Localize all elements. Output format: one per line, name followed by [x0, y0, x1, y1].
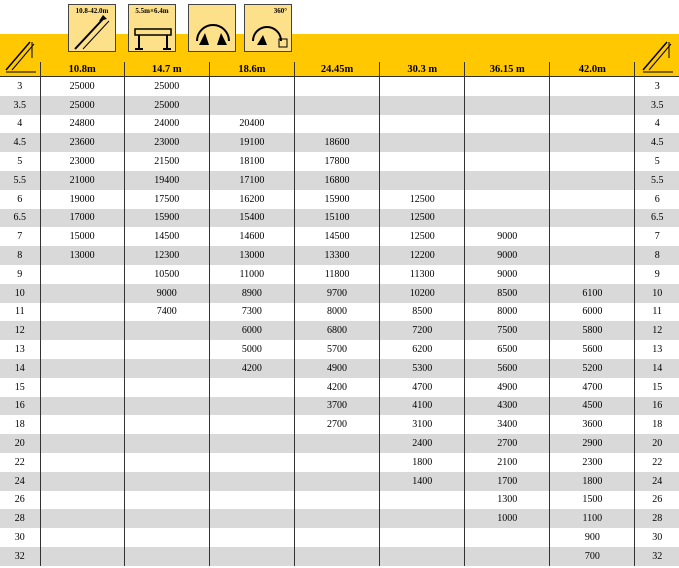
radius-cell-right: 9: [635, 265, 679, 284]
load-cell: 25000: [124, 96, 209, 115]
load-cell: [380, 133, 465, 152]
table-header-row: [0, 62, 679, 77]
load-cell: [40, 340, 124, 359]
load-cell: [40, 491, 124, 510]
load-cell: 13300: [294, 246, 379, 265]
load-cell: [465, 547, 550, 566]
radius-cell-right: 5.5: [635, 171, 679, 190]
full-rotation-icon: [244, 4, 292, 52]
radius-cell: 15: [14, 381, 25, 393]
load-cell: 9000: [465, 265, 550, 284]
load-cell: [465, 209, 550, 228]
load-cell: 10200: [380, 284, 465, 303]
load-cell: [40, 472, 124, 491]
load-cell: [465, 96, 550, 115]
load-cell: 21500: [124, 152, 209, 171]
load-cell: 9000: [465, 246, 550, 265]
load-cell: 4700: [380, 378, 465, 397]
radius-cell-right: 18: [635, 415, 679, 434]
load-cell: [465, 115, 550, 134]
table-row: [0, 509, 679, 528]
load-cell: 5200: [550, 359, 635, 378]
load-cell: [380, 77, 465, 96]
load-cell: 5300: [380, 359, 465, 378]
load-cell: 14500: [294, 227, 379, 246]
rotation-label: 360°: [273, 7, 287, 15]
load-cell: 1100: [550, 509, 635, 528]
load-cell: 17800: [294, 152, 379, 171]
col-header: 14.7 m: [124, 62, 209, 77]
load-cell: 17100: [209, 171, 294, 190]
load-cell: [294, 509, 379, 528]
load-cell: [124, 359, 209, 378]
table-row: [0, 547, 679, 566]
load-cell: 8500: [380, 303, 465, 322]
table-row: [0, 359, 679, 378]
outrigger-icon: [128, 4, 176, 52]
load-chart-body: [0, 62, 679, 566]
load-cell: [380, 528, 465, 547]
load-cell: [40, 509, 124, 528]
load-cell: 13000: [209, 246, 294, 265]
radius-cell: 13: [14, 344, 25, 356]
load-cell: 10500: [124, 265, 209, 284]
load-cell: 9000: [124, 284, 209, 303]
load-cell: 6000: [550, 303, 635, 322]
load-cell: 24000: [124, 115, 209, 134]
radius-cell-right: 10: [635, 284, 679, 303]
load-cell: 19000: [40, 190, 124, 209]
load-cell: 6100: [550, 284, 635, 303]
load-cell: 20400: [209, 115, 294, 134]
load-cell: [209, 491, 294, 510]
radius-cell-right: 6: [635, 190, 679, 209]
load-cell: 3400: [465, 415, 550, 434]
boom-range-label: 10.8-42.0m: [75, 7, 109, 15]
load-cell: 7500: [465, 321, 550, 340]
load-cell: 5700: [294, 340, 379, 359]
load-cell: 14600: [209, 227, 294, 246]
load-cell: 11000: [209, 265, 294, 284]
load-cell: 15900: [294, 190, 379, 209]
load-cell: [40, 359, 124, 378]
table-row: [0, 491, 679, 510]
load-cell: 4700: [550, 378, 635, 397]
load-cell: [550, 96, 635, 115]
radius-cell-right: 3.5: [635, 96, 679, 115]
load-cell: 1800: [550, 472, 635, 491]
table-row: [0, 340, 679, 359]
load-cell: 12200: [380, 246, 465, 265]
radius-cell: 4: [17, 118, 23, 130]
load-cell: [294, 528, 379, 547]
col-header: 30.3 m: [380, 62, 465, 77]
load-cell: [465, 528, 550, 547]
col-header: 24.45m: [294, 62, 379, 77]
radius-cell: 5.5: [0, 171, 40, 190]
load-cell: [209, 509, 294, 528]
table-row: [0, 303, 679, 322]
load-cell: [40, 397, 124, 416]
load-cell: [550, 115, 635, 134]
table-row: [0, 397, 679, 416]
load-cell: 9000: [465, 227, 550, 246]
radius-cell: 3.5: [0, 96, 40, 115]
radius-cell-right: 8: [635, 246, 679, 265]
load-cell: [124, 378, 209, 397]
load-cell: [40, 547, 124, 566]
load-cell: 1800: [380, 453, 465, 472]
load-cell: 8500: [465, 284, 550, 303]
table-row: [0, 77, 679, 96]
load-cell: [40, 453, 124, 472]
load-cell: [124, 472, 209, 491]
load-cell: [209, 472, 294, 491]
load-cell: [380, 115, 465, 134]
load-cell: 23000: [124, 133, 209, 152]
load-cell: [209, 415, 294, 434]
radius-cell-right: 12: [635, 321, 679, 340]
load-cell: [550, 77, 635, 96]
left-radius-icon: [2, 36, 40, 74]
load-cell: 5800: [550, 321, 635, 340]
load-cell: [40, 284, 124, 303]
load-cell: 25000: [40, 77, 124, 96]
table-row: [0, 227, 679, 246]
table-row: [0, 96, 679, 115]
load-cell: 15400: [209, 209, 294, 228]
load-cell: 1300: [465, 491, 550, 510]
load-cell: [550, 265, 635, 284]
load-cell: 900: [550, 528, 635, 547]
radius-cell-right: 4.5: [635, 133, 679, 152]
radius-cell-right: 24: [635, 472, 679, 491]
load-cell: [40, 321, 124, 340]
col-header: 36.15 m: [465, 62, 550, 77]
load-cell: 3600: [550, 415, 635, 434]
radius-cell: 3: [17, 80, 23, 92]
load-cell: 12500: [380, 190, 465, 209]
load-cell: 3100: [380, 415, 465, 434]
radius-cell-right: 6.5: [635, 209, 679, 228]
table-row: [0, 321, 679, 340]
table-row: [0, 265, 679, 284]
table-row: [0, 453, 679, 472]
boom-length-icon: [68, 4, 116, 52]
load-cell: 2300: [550, 453, 635, 472]
load-cell: [380, 152, 465, 171]
load-cell: 4200: [294, 378, 379, 397]
right-radius-icon: [639, 36, 677, 74]
load-cell: 13000: [40, 246, 124, 265]
load-cell: 5600: [550, 340, 635, 359]
load-cell: [465, 133, 550, 152]
table-row: [0, 472, 679, 491]
load-cell: 17000: [40, 209, 124, 228]
load-cell: 6200: [380, 340, 465, 359]
table-row: [0, 209, 679, 228]
load-cell: [294, 547, 379, 566]
radius-cell: 5: [17, 156, 23, 168]
load-cell: 4300: [465, 397, 550, 416]
load-cell: 2700: [294, 415, 379, 434]
load-cell: [380, 509, 465, 528]
load-cell: 6500: [465, 340, 550, 359]
load-cell: 16800: [294, 171, 379, 190]
radius-cell-right: 16: [635, 397, 679, 416]
load-cell: 1500: [550, 491, 635, 510]
load-cell: [294, 491, 379, 510]
load-cell: 4500: [550, 397, 635, 416]
load-cell: [124, 415, 209, 434]
load-cell: 700: [550, 547, 635, 566]
table-row: [0, 415, 679, 434]
load-cell: [294, 77, 379, 96]
load-cell: 12300: [124, 246, 209, 265]
radius-cell: 11: [14, 306, 25, 318]
radius-cell-right: 7: [635, 227, 679, 246]
load-cell: 18100: [209, 152, 294, 171]
table-row: [0, 152, 679, 171]
load-cell: 11800: [294, 265, 379, 284]
load-cell: [550, 152, 635, 171]
radius-cell: 20: [0, 434, 40, 453]
load-cell: [465, 152, 550, 171]
load-cell: 21000: [40, 171, 124, 190]
load-cell: [294, 453, 379, 472]
load-cell: [550, 227, 635, 246]
load-cell: [209, 434, 294, 453]
table-row: [0, 190, 679, 209]
load-cell: [124, 453, 209, 472]
load-cell: [209, 397, 294, 416]
load-cell: 15000: [40, 227, 124, 246]
radius-cell: 26: [14, 494, 25, 506]
radius-cell-right: 30: [635, 528, 679, 547]
load-cell: 15900: [124, 209, 209, 228]
load-cell: [124, 434, 209, 453]
radius-cell: 24: [0, 472, 40, 491]
load-cell: 15100: [294, 209, 379, 228]
load-cell: 7300: [209, 303, 294, 322]
load-cell: 25000: [40, 96, 124, 115]
load-cell: 19400: [124, 171, 209, 190]
load-cell: [209, 378, 294, 397]
load-cell: [209, 528, 294, 547]
radius-cell-right: 13: [635, 340, 679, 359]
load-cell: [124, 491, 209, 510]
load-chart-table: [0, 62, 679, 566]
load-cell: 4100: [380, 397, 465, 416]
load-cell: [550, 209, 635, 228]
load-cell: [550, 246, 635, 265]
load-cell: [40, 265, 124, 284]
load-cell: [40, 303, 124, 322]
load-cell: [294, 472, 379, 491]
load-cell: [124, 397, 209, 416]
load-cell: [209, 96, 294, 115]
load-cell: [124, 547, 209, 566]
load-cell: 18600: [294, 133, 379, 152]
table-row: [0, 434, 679, 453]
radius-cell-right: 20: [635, 434, 679, 453]
load-cell: [294, 96, 379, 115]
table-row: [0, 378, 679, 397]
radius-cell: 9: [17, 268, 23, 280]
load-cell: [550, 133, 635, 152]
load-cell: 1000: [465, 509, 550, 528]
load-cell: 16200: [209, 190, 294, 209]
radius-cell: 12: [0, 321, 40, 340]
table-row: [0, 171, 679, 190]
radius-cell-right: 14: [635, 359, 679, 378]
load-cell: [124, 528, 209, 547]
load-cell: 12500: [380, 227, 465, 246]
load-cell: 23600: [40, 133, 124, 152]
load-cell: [465, 190, 550, 209]
load-cell: [294, 115, 379, 134]
load-cell: [294, 434, 379, 453]
radius-cell: 6.5: [0, 209, 40, 228]
load-cell: 11300: [380, 265, 465, 284]
load-cell: 4900: [465, 378, 550, 397]
radius-cell: 32: [0, 547, 40, 566]
load-cell: [380, 171, 465, 190]
radius-cell: 22: [14, 456, 25, 468]
load-cell: 25000: [124, 77, 209, 96]
load-cell: [209, 547, 294, 566]
col-header: 10.8m: [40, 62, 124, 77]
radius-cell-right: 5: [635, 152, 679, 171]
load-cell: 2100: [465, 453, 550, 472]
load-cell: 6000: [209, 321, 294, 340]
load-cell: 1400: [380, 472, 465, 491]
load-cell: [380, 96, 465, 115]
rear-slewing-icon: [188, 4, 236, 52]
radius-cell-right: 22: [635, 453, 679, 472]
col-header: 18.6m: [209, 62, 294, 77]
table-row: [0, 115, 679, 134]
outrigger-span-label: 5.5m×6.4m: [135, 7, 169, 15]
radius-cell-right: 3: [635, 77, 679, 96]
table-row: [0, 133, 679, 152]
col-header: 42.0m: [550, 62, 635, 77]
load-cell: [209, 453, 294, 472]
load-cell: [209, 77, 294, 96]
load-cell: 2400: [380, 434, 465, 453]
radius-cell: 10: [0, 284, 40, 303]
load-cell: 5000: [209, 340, 294, 359]
radius-cell-right: 26: [635, 491, 679, 510]
load-cell: [124, 321, 209, 340]
load-cell: 4900: [294, 359, 379, 378]
load-cell: [40, 378, 124, 397]
load-cell: 1700: [465, 472, 550, 491]
load-cell: [124, 509, 209, 528]
load-cell: 17500: [124, 190, 209, 209]
load-cell: 5600: [465, 359, 550, 378]
load-cell: [40, 528, 124, 547]
load-cell: 23000: [40, 152, 124, 171]
load-cell: 8900: [209, 284, 294, 303]
load-cell: 14500: [124, 227, 209, 246]
load-cell: [380, 547, 465, 566]
load-cell: [465, 77, 550, 96]
load-cell: 7200: [380, 321, 465, 340]
radius-cell: 14: [0, 359, 40, 378]
radius-cell-right: 32: [635, 547, 679, 566]
load-cell: [380, 491, 465, 510]
radius-cell: 8: [0, 246, 40, 265]
load-cell: 12500: [380, 209, 465, 228]
load-cell: [124, 340, 209, 359]
radius-cell: 4.5: [0, 133, 40, 152]
radius-cell-right: 28: [635, 509, 679, 528]
radius-cell-right: 11: [635, 303, 679, 322]
load-cell: 19100: [209, 133, 294, 152]
load-cell: [40, 434, 124, 453]
radius-cell: 18: [14, 419, 25, 431]
load-cell: 8000: [294, 303, 379, 322]
load-cell: [550, 171, 635, 190]
load-cell: 8000: [465, 303, 550, 322]
load-cell: 24800: [40, 115, 124, 134]
load-cell: 2900: [550, 434, 635, 453]
radius-cell: 30: [14, 532, 25, 544]
load-cell: [465, 171, 550, 190]
radius-cell-right: 15: [635, 378, 679, 397]
table-row: [0, 246, 679, 265]
table-row: [0, 284, 679, 303]
load-cell: 6800: [294, 321, 379, 340]
load-cell: 9700: [294, 284, 379, 303]
radius-cell: 6: [17, 193, 23, 205]
radius-cell-right: 4: [635, 115, 679, 134]
load-cell: [550, 190, 635, 209]
load-cell: [40, 415, 124, 434]
radius-cell: 28: [0, 509, 40, 528]
load-cell: 3700: [294, 397, 379, 416]
load-cell: 7400: [124, 303, 209, 322]
table-row: [0, 528, 679, 547]
radius-cell: 7: [17, 231, 23, 243]
load-cell: 2700: [465, 434, 550, 453]
radius-cell: 16: [0, 397, 40, 416]
load-cell: 4200: [209, 359, 294, 378]
